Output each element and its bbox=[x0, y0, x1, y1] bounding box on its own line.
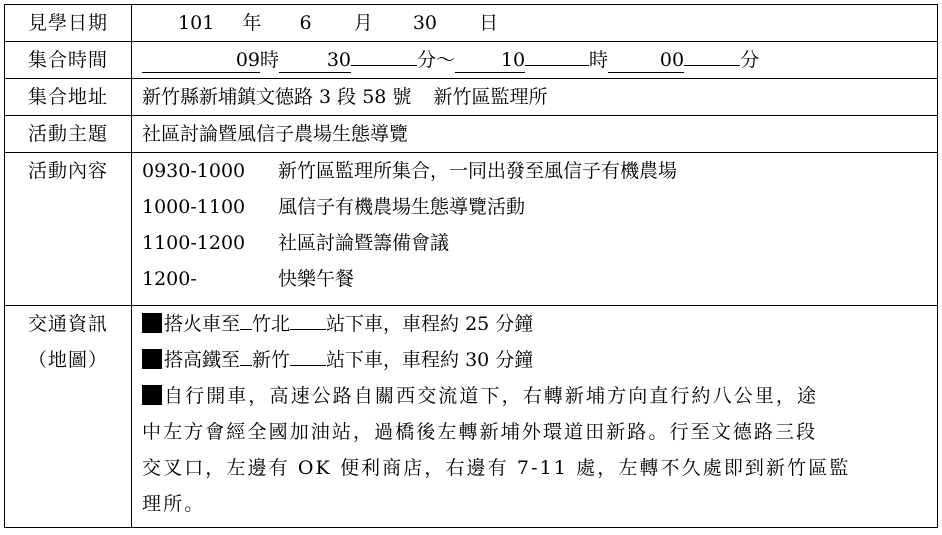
meet-time-value bbox=[142, 42, 937, 78]
meet-time-label: 集合時間 bbox=[27, 49, 108, 71]
hsr-info bbox=[142, 342, 937, 378]
date-month-unit: 月 bbox=[353, 12, 373, 34]
meet-time-label-cell bbox=[5, 42, 132, 79]
train-info bbox=[142, 306, 937, 342]
date-value bbox=[142, 5, 937, 41]
black-square-icon bbox=[142, 349, 162, 369]
content-label-cell bbox=[5, 153, 132, 306]
black-square-icon bbox=[142, 313, 162, 333]
content-label: 活動內容 bbox=[27, 160, 108, 182]
date-label: 見學日期 bbox=[27, 12, 108, 34]
start-hour-unit: 時 bbox=[260, 49, 280, 71]
time-separator: ～ bbox=[436, 49, 456, 71]
map-label: （地圖） bbox=[27, 348, 108, 371]
meet-place-label: 集合地址 bbox=[27, 86, 108, 108]
meet-time-value-cell bbox=[132, 42, 938, 79]
schedule-time: 1200- bbox=[142, 268, 197, 290]
start-min: 30 bbox=[279, 48, 351, 73]
date-day: 30 bbox=[412, 12, 437, 34]
start-min-unit: 分 bbox=[417, 49, 437, 71]
train-prefix: 搭火車至 bbox=[164, 312, 241, 335]
schedule-time: 1100-1200 bbox=[142, 232, 246, 254]
end-hour: 10 bbox=[455, 48, 525, 73]
transport-label-cell bbox=[5, 305, 132, 527]
meet-place-name: 新竹區監理所 bbox=[433, 86, 548, 108]
schedule-item bbox=[142, 225, 937, 261]
date-day-unit: 日 bbox=[479, 12, 499, 34]
date-year: 101 bbox=[178, 12, 215, 34]
drive-info-line: 理所。 bbox=[142, 492, 206, 515]
schedule-item bbox=[142, 261, 937, 297]
theme-label-cell bbox=[5, 116, 132, 153]
schedule-text: 快樂午餐 bbox=[278, 268, 355, 290]
schedule-text: 新竹區監理所集合，一同出發至風信子有機農場 bbox=[278, 160, 678, 182]
drive-info-line bbox=[142, 378, 937, 414]
meet-place-label-cell bbox=[5, 79, 132, 116]
theme-value-cell bbox=[132, 116, 938, 153]
end-hour-unit: 時 bbox=[589, 49, 609, 71]
meet-address: 新竹縣新埔鎮文德路 3 段 58 號 bbox=[142, 86, 412, 108]
schedule-time: 0930-1000 bbox=[142, 160, 246, 182]
hsr-prefix: 搭高鐵至 bbox=[164, 348, 241, 371]
date-year-unit: 年 bbox=[242, 12, 262, 34]
transport-value-cell bbox=[132, 305, 938, 527]
end-min-unit: 分 bbox=[740, 49, 760, 71]
schedule-time: 1000-1100 bbox=[142, 196, 246, 218]
hsr-suffix: 站下車，車程約 30 分鐘 bbox=[326, 348, 534, 371]
schedule-item bbox=[142, 189, 937, 225]
activity-info-table bbox=[4, 4, 938, 528]
date-label-cell bbox=[5, 5, 132, 42]
meet-place-value bbox=[142, 79, 937, 115]
date-month: 6 bbox=[299, 12, 312, 34]
theme-label: 活動主題 bbox=[27, 123, 108, 145]
train-station: 竹北 bbox=[252, 312, 291, 335]
train-suffix: 站下車，車程約 25 分鐘 bbox=[326, 312, 534, 335]
drive-info-line: 中左方會經全國加油站，過橋後左轉新埔外環道田新路。行至文德路三段 bbox=[142, 420, 818, 443]
schedule-text: 社區討論暨籌備會議 bbox=[278, 232, 450, 254]
schedule-item bbox=[142, 153, 937, 189]
drive-text-1: 自行開車，高速公路自關西交流道下，右轉新埔方向直行約八公里，途 bbox=[164, 384, 819, 407]
meet-place-value-cell bbox=[132, 79, 938, 116]
start-hour: 09 bbox=[142, 48, 260, 73]
transport-label: 交通資訊 bbox=[27, 312, 108, 335]
schedule-text: 風信子有機農場生態導覽活動 bbox=[278, 196, 526, 218]
date-value-cell bbox=[132, 5, 938, 42]
drive-info-line: 交叉口，左邊有 OK 便利商店，右邊有 7-11 處，左轉不久處即到新竹區監 bbox=[142, 456, 851, 479]
content-value-cell bbox=[132, 153, 938, 306]
end-min: 00 bbox=[608, 48, 684, 73]
black-square-icon bbox=[142, 385, 162, 405]
theme-value: 社區討論暨風信子農場生態導覽 bbox=[142, 123, 409, 145]
hsr-station: 新竹 bbox=[252, 348, 291, 371]
